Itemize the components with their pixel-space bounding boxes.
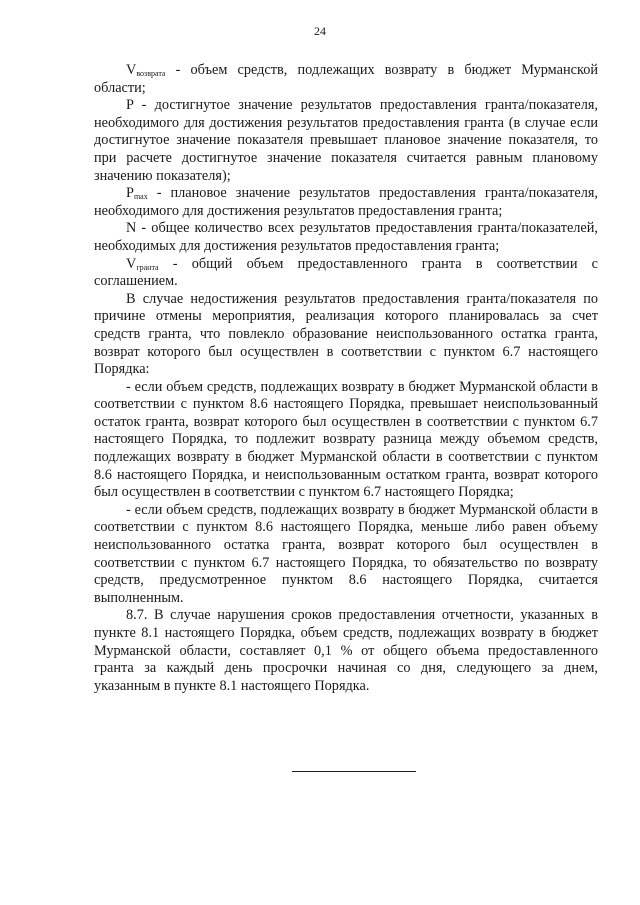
paragraph-8-7: 8.7. В случае нарушения сроков предоставления отчетности, указанных в пункте 8.1 настоящего Порядка, объем средств, подлежащих возврату в бюджет Мурманской области, составляет 0,1 % от общего объема предоставленного гранта за каждый день просрочки начиная со дня, следующего за днем, указанным в пункте 8.1 настоящего Порядка. — [94, 607, 598, 694]
paragraph-event-cancellation: В случае недостижения результатов предоставления гранта/показателя по причине отмены мероприятия, реализация которого планировалась за счет средств гранта, что повлекло образование неиспользованного остатка гранта, возврат которого был осуществлен в соответствии с пунктом 6.7 настоящего Порядка: — [94, 290, 598, 378]
definition-v-grant — [94, 256, 598, 291]
definition-p-max — [94, 185, 598, 220]
definition-n: N - общее количество всех результатов предоставления гранта/показателей, необходимых для достижения результатов предоставления гранта; — [94, 220, 598, 254]
definition-v-return — [94, 62, 598, 97]
page-number: 24 — [314, 24, 326, 38]
definition-text: - объем средств, подлежащих возврату в бюджет Мурманской области; — [94, 62, 598, 96]
definition-p: P - достигнутое значение результатов предоставления гранта/показателя, необходимого для достижения результатов предоставления гранта (в случае если достигнутое значение показателя превышает плановое значение показателя, то при расчете достигнутое значение показателя считается равным плановому значению показателя); — [94, 97, 598, 184]
definition-text: - плановое значение результатов предоставления гранта/показателя, необходимого для достижения результатов предоставления гранта; — [94, 185, 598, 219]
document-body — [94, 62, 598, 695]
list-item-exceeds: - если объем средств, подлежащих возврату в бюджет Мурманской области в соответствии с пунктом 8.6 настоящего Порядка, превышает неиспользованный остаток гранта, возврат которого был осуществлен в соответствии с пунктом 6.7 настоящего Порядка, то подлежит возврату разница между объемом средств, подлежащих возврату в бюджет Мурманской области в соответствии с пунктом 8.6 настоящего Порядка, и неиспользованным остатком гранта, возврат которого был осуществлен в соответствии с пунктом 6.7 настоящего Порядка; — [94, 378, 598, 501]
symbol: V — [126, 62, 137, 78]
symbol-subscript: max — [133, 192, 148, 202]
end-divider — [292, 771, 416, 772]
definition-text: - общий объем предоставленного гранта в соответствии с соглашением. — [94, 255, 598, 290]
symbol-subscript: гранта — [136, 262, 159, 272]
symbol-subscript: возврата — [136, 69, 166, 78]
symbol: P — [126, 185, 134, 202]
symbol: V — [126, 255, 137, 272]
list-item-less-or-equal: - если объем средств, подлежащих возврату в бюджет Мурманской области в соответствии с пунктом 8.6 настоящего Порядка, меньше либо равен объему неиспользованного остатка гранта, возврат которого был осуществлен в соответствии с пунктом 6.7 настоящего Порядка, то обязательство по возврату средств, предусмотренное пунктом 8.6 настоящего Порядка, считается выполненным. — [94, 501, 598, 606]
